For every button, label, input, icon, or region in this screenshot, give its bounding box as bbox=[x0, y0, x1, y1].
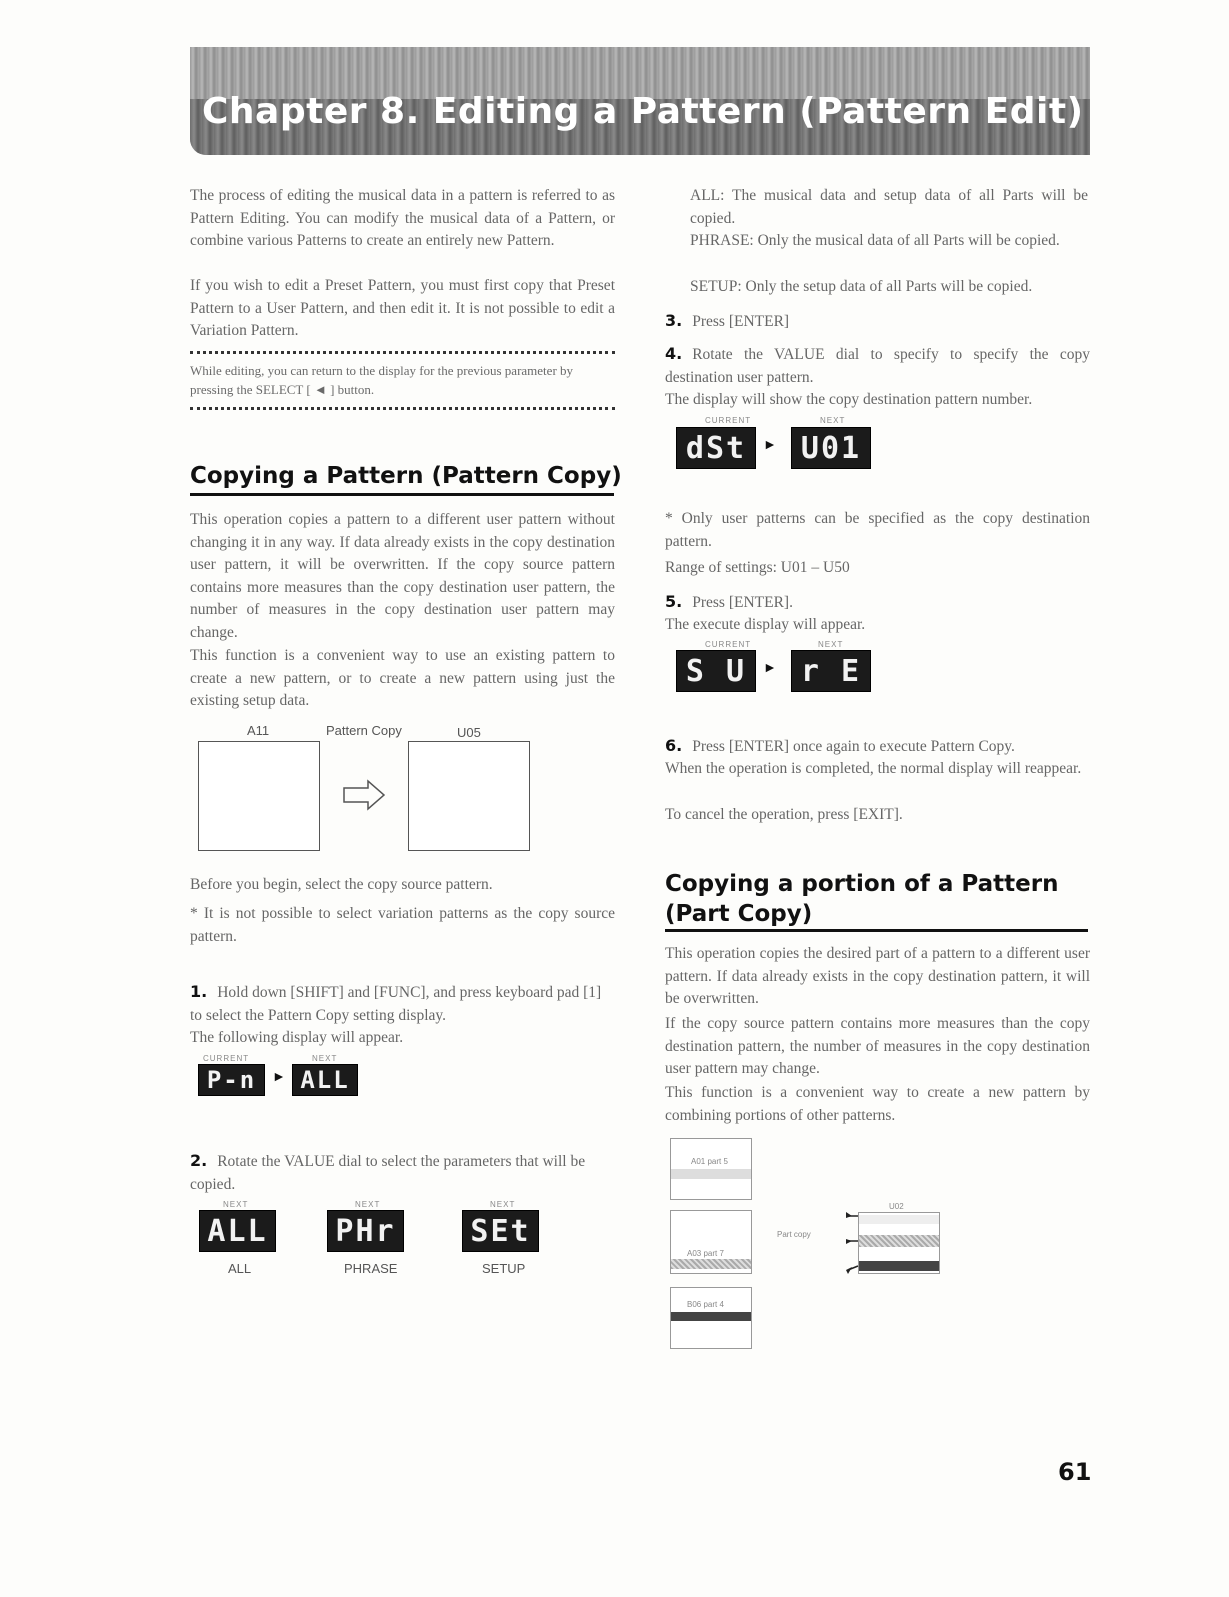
part-copy-paragraph-1: This operation copies the desired part of a pattern to a different user pattern. If data already exists in the copy destination pattern, it will be overwritten. bbox=[665, 945, 1090, 1007]
step-5-after: The execute display will appear. bbox=[665, 616, 866, 633]
step-6 bbox=[665, 735, 1090, 759]
part-dest-band-1 bbox=[859, 1215, 939, 1224]
step-2 bbox=[190, 1150, 615, 1196]
cancel-text: To cancel the operation, press [EXIT]. bbox=[665, 806, 903, 823]
lcd4-next: r E bbox=[791, 650, 871, 692]
part-source-box-3 bbox=[670, 1287, 752, 1349]
step-4-text: Rotate the VALUE dial to specify to specify the copy destination user pattern. bbox=[665, 346, 1090, 386]
range-of-settings: Range of settings: U01 – U50 bbox=[665, 559, 850, 576]
pattern-copy-paragraph-2: This function is a convenient way to use an existing pattern to create a new pattern, or to create a new pattern using just the existing setup data. bbox=[190, 647, 615, 709]
part-copy-paragraph-2: If the copy source pattern contains more measures than the copy destination pattern, the number of measures in the copy destination user pattern may change. bbox=[665, 1015, 1090, 1077]
step-6-number: 6. bbox=[665, 736, 683, 755]
part-dest-box bbox=[858, 1212, 940, 1274]
before-begin-text: Before you begin, select the copy source pattern. bbox=[190, 876, 493, 893]
step-5-number: 5. bbox=[665, 592, 683, 611]
part-source-label-1: A01 part 5 bbox=[691, 1157, 728, 1166]
lcd2-phrase-label: NEXT bbox=[355, 1200, 381, 1209]
step-4-number: 4. bbox=[665, 344, 683, 363]
step-6-after: When the operation is completed, the normal display will reappear. bbox=[665, 760, 1082, 777]
step-2-number: 2. bbox=[190, 1151, 208, 1170]
part-source-band-1 bbox=[671, 1169, 751, 1179]
part-copy-rule bbox=[665, 929, 1088, 932]
step-6-text: Press [ENTER] once again to execute Pattern Copy. bbox=[692, 738, 1015, 755]
copy-arrow-icon bbox=[340, 778, 390, 812]
lcd1-arrow-icon: ► bbox=[272, 1070, 286, 1085]
part-dest-band-3 bbox=[859, 1261, 939, 1271]
lcd2-setup: SEt bbox=[462, 1210, 539, 1252]
step-5 bbox=[665, 591, 1090, 615]
lcd4-current: S U bbox=[676, 650, 756, 692]
lcd2-all: ALL bbox=[199, 1210, 276, 1252]
step-1-after: The following display will appear. bbox=[190, 1029, 404, 1046]
intro-paragraph-1: The process of editing the musical data in a pattern is referred to as Pattern Editing. You can modify the musical data of a Pattern, or combine various Patterns to create an entirely new Pattern. bbox=[190, 187, 615, 249]
lcd3-arrow-icon: ► bbox=[763, 438, 777, 453]
step-3-number: 3. bbox=[665, 311, 683, 330]
lcd2-phrase: PHr bbox=[327, 1210, 404, 1252]
part-copy-heading-line1: Copying a portion of a Pattern bbox=[665, 871, 1059, 897]
part-dest-band-2 bbox=[859, 1235, 939, 1247]
pattern-copy-paragraph-1: This operation copies a pattern to a different user pattern without changing it in any way. If data already exists in the copy destination user pattern, it will be overwritten. If the copy source pattern contains more measures than the copy destination user pattern, the number of measures in the copy destination user pattern may change. bbox=[190, 511, 615, 641]
before-begin-note: * It is not possible to select variation patterns as the copy source pattern. bbox=[190, 905, 615, 945]
lcd2-all-label: NEXT bbox=[223, 1200, 249, 1209]
part-copy-heading-line2: (Part Copy) bbox=[665, 901, 813, 927]
lcd4-current-label: CURRENT bbox=[705, 640, 752, 649]
step-1-number: 1. bbox=[190, 982, 208, 1001]
part-source-band-2 bbox=[671, 1259, 751, 1269]
lcd1-next-label: NEXT bbox=[312, 1054, 338, 1063]
chapter-banner bbox=[190, 47, 1090, 155]
part-source-label-2: A03 part 7 bbox=[687, 1249, 724, 1258]
step-5-text: Press [ENTER]. bbox=[692, 594, 793, 611]
lcd3-next: U01 bbox=[791, 427, 871, 469]
part-source-band-3 bbox=[671, 1312, 751, 1321]
lcd3-current-label: CURRENT bbox=[705, 416, 752, 425]
part-dest-label: U02 bbox=[889, 1202, 904, 1211]
step-1 bbox=[190, 981, 615, 1027]
page-number: 61 bbox=[1058, 1458, 1092, 1486]
lcd2-phrase-caption: PHRASE bbox=[344, 1261, 398, 1276]
lcd2-all-caption: ALL bbox=[228, 1261, 252, 1276]
lcd1-current: P-n bbox=[198, 1064, 265, 1096]
pattern-copy-heading: Copying a Pattern (Pattern Copy) bbox=[190, 463, 622, 489]
step-3-text: Press [ENTER] bbox=[692, 313, 790, 330]
intro-note: While editing, you can return to the display for the previous parameter by pressing the SELECT [ ◄ ] button. bbox=[190, 363, 574, 397]
pattern-copy-rule bbox=[190, 493, 614, 496]
lcd2-setup-label: NEXT bbox=[490, 1200, 516, 1209]
lcd4-next-label: NEXT bbox=[818, 640, 844, 649]
lcd3-current: dSt bbox=[676, 427, 756, 469]
step-2-text: Rotate the VALUE dial to select the parameters that will be copied. bbox=[190, 1153, 586, 1193]
intro-paragraph-2: If you wish to edit a Preset Pattern, you must first copy that Preset Pattern to a User Pattern, and then edit it. It is not possible to edit a Variation Pattern. bbox=[190, 277, 615, 339]
diagram-title: Pattern Copy bbox=[326, 723, 402, 738]
lcd1-next: ALL bbox=[292, 1064, 358, 1096]
part-source-label-3: B06 part 4 bbox=[687, 1300, 724, 1309]
step-3 bbox=[665, 310, 1090, 334]
option-all: ALL: The musical data and setup data of all Parts will be copied. bbox=[690, 187, 1088, 227]
step-4-note: * Only user patterns can be specified as the copy destination pattern. bbox=[665, 510, 1090, 550]
lcd4-arrow-icon: ► bbox=[763, 661, 777, 676]
note-divider-top bbox=[190, 351, 615, 354]
step-1-text: Hold down [SHIFT] and [FUNC], and press keyboard pad [1] to select the Pattern Copy setting display. bbox=[190, 984, 602, 1024]
diagram-source-label: A11 bbox=[247, 723, 270, 738]
step-4-after: The display will show the copy destination pattern number. bbox=[665, 391, 1033, 408]
option-phrase: PHRASE: Only the musical data of all Parts will be copied. bbox=[690, 232, 1060, 249]
diagram-dest-label: U05 bbox=[457, 725, 481, 740]
lcd2-setup-caption: SETUP bbox=[482, 1261, 526, 1276]
dest-pattern-box bbox=[408, 741, 530, 851]
source-pattern-box bbox=[198, 741, 320, 851]
part-source-box-1 bbox=[670, 1138, 752, 1200]
option-setup: SETUP: Only the setup data of all Parts will be copied. bbox=[690, 278, 1033, 295]
part-copy-arrows-icon bbox=[842, 1204, 860, 1280]
part-copy-paragraph-3: This function is a convenient way to create a new pattern by combining portions of other patterns. bbox=[665, 1084, 1090, 1124]
part-copy-diagram-label: Part copy bbox=[777, 1230, 811, 1239]
chapter-title: Chapter 8. Editing a Pattern (Pattern Edit) bbox=[202, 91, 1084, 132]
step-4 bbox=[665, 343, 1090, 389]
note-divider-bottom bbox=[190, 407, 615, 410]
lcd1-current-label: CURRENT bbox=[203, 1054, 250, 1063]
lcd3-next-label: NEXT bbox=[820, 416, 846, 425]
part-source-box-2 bbox=[670, 1210, 752, 1274]
